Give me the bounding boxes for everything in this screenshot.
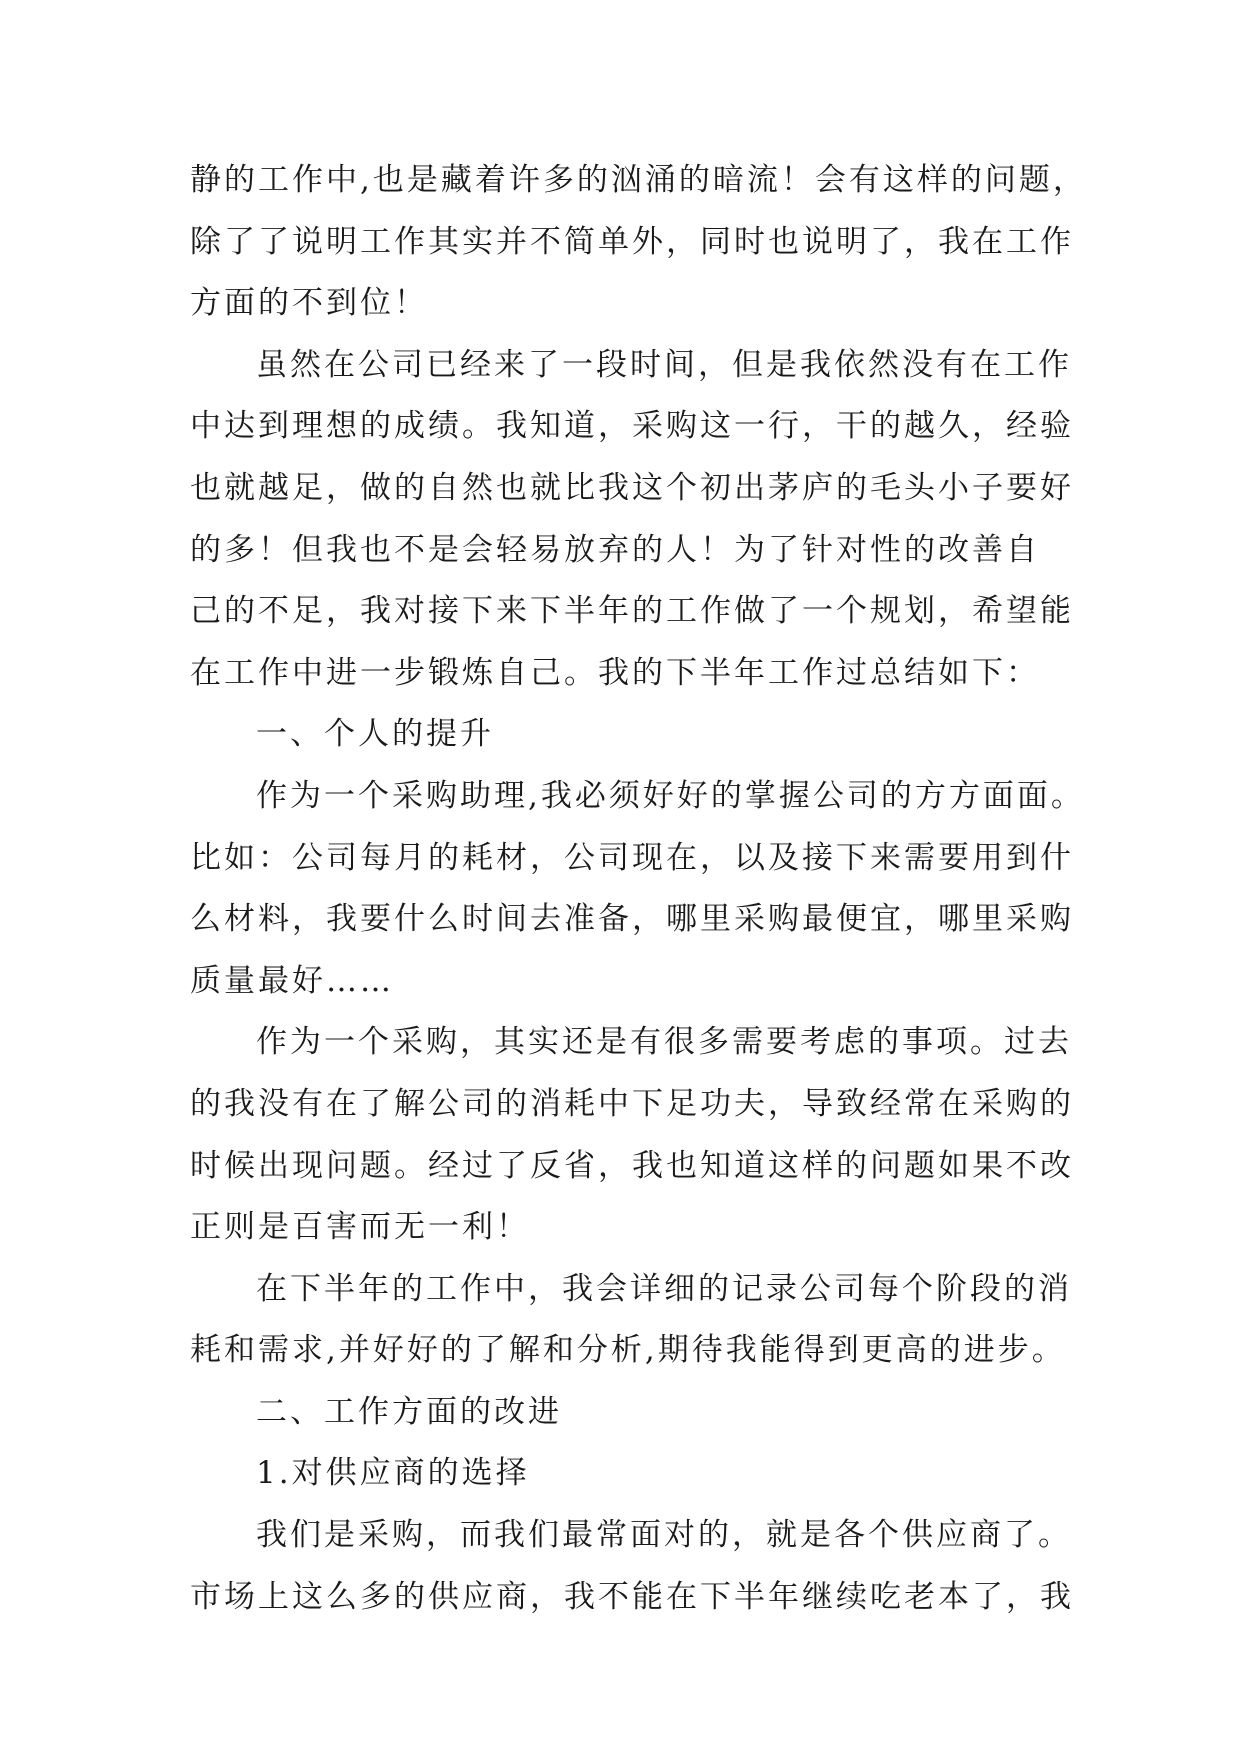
text-line: 1.对供应商的选择 — [256, 1455, 530, 1492]
text-line: 作为一个采购，其实还是有很多需要考虑的事项。过去 — [256, 1024, 1072, 1061]
document-body — [190, 150, 1090, 1628]
text-line: 作为一个采购助理,我必须好好的掌握公司的方方面面。 — [256, 777, 1085, 814]
text-line: 我们是采购，而我们最常面对的，就是各个供应商了。 — [256, 1517, 1072, 1554]
text-line: 耗和需求,并好好的了解和分析,期待我能得到更高的进步。 — [190, 1332, 1066, 1369]
text-line: 的多！但我也不是会轻易放弃的人！为了针对性的改善自 — [190, 531, 1040, 568]
text-line: 么材料，我要什么时间去准备，哪里采购最便宜，哪里采购 — [190, 901, 1074, 938]
text-line: 方面的不到位！ — [190, 285, 428, 322]
text-line: 除了了说明工作其实并不简单外，同时也说明了，我在工作 — [190, 223, 1074, 260]
text-line: 静的工作中,也是藏着许多的汹涌的暗流！会有这样的问题， — [190, 162, 1087, 198]
text-line: 的我没有在了解公司的消耗中下足功夫，导致经常在采购的 — [190, 1085, 1074, 1122]
text-line: 正则是百害而无一利！ — [190, 1209, 530, 1246]
text-line: 在工作中进一步锻炼自己。我的下半年工作过总结如下： — [190, 654, 1040, 691]
text-line: 二、工作方面的改进 — [256, 1393, 562, 1430]
text-line: 虽然在公司已经来了一段时间，但是我依然没有在工作 — [256, 346, 1072, 383]
text-line: 比如：公司每月的耗材，公司现在，以及接下来需要用到什 — [190, 839, 1074, 876]
text-line: 己的不足，我对接下来下半年的工作做了一个规划，希望能 — [190, 593, 1074, 630]
text-line: 质量最好…… — [190, 962, 394, 999]
text-line: 市场上这么多的供应商，我不能在下半年继续吃老本了，我 — [190, 1578, 1074, 1615]
text-line: 中达到理想的成绩。我知道，采购这一行，干的越久，经验 — [190, 408, 1074, 445]
text-line: 一、个人的提升 — [256, 716, 494, 753]
text-line: 时候出现问题。经过了反省，我也知道这样的问题如果不改 — [190, 1147, 1074, 1184]
text-line: 在下半年的工作中，我会详细的记录公司每个阶段的消 — [256, 1270, 1072, 1307]
text-line: 也就越足，做的自然也就比我这个初出茅庐的毛头小子要好 — [190, 469, 1074, 506]
